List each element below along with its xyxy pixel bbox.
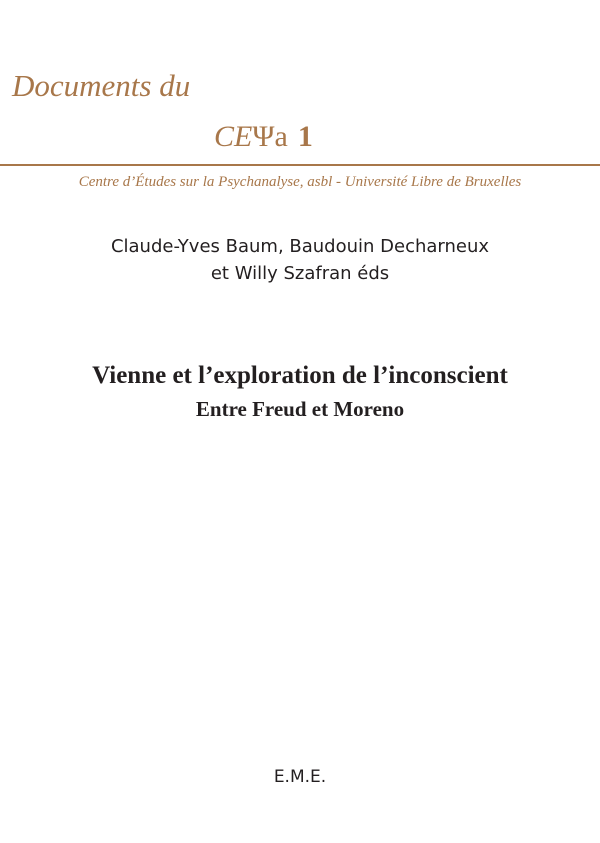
psi-symbol: Ψ [252,120,275,153]
divider-line [0,164,600,166]
series-suffix: a [274,120,288,153]
editors-line-1: Claude-Yves Baum, Baudouin Decharneux [110,236,490,257]
publisher-name: E.M.E. [273,767,327,787]
institution-line: Centre d’Études sur la Psychanalyse, asbl - Université Libre de Bruxelles [78,174,522,190]
editors-block [0,233,600,287]
series-name: Documents du [12,68,191,103]
series-volume [214,120,313,154]
book-title: Vienne et l’exploration de l’inconscient [92,362,508,389]
editors-line-2: et Willy Szafran éds [210,263,390,284]
series-prefix: CE [214,120,253,153]
book-subtitle: Entre Freud et Moreno [195,397,405,421]
volume-number: 1 [297,120,313,153]
